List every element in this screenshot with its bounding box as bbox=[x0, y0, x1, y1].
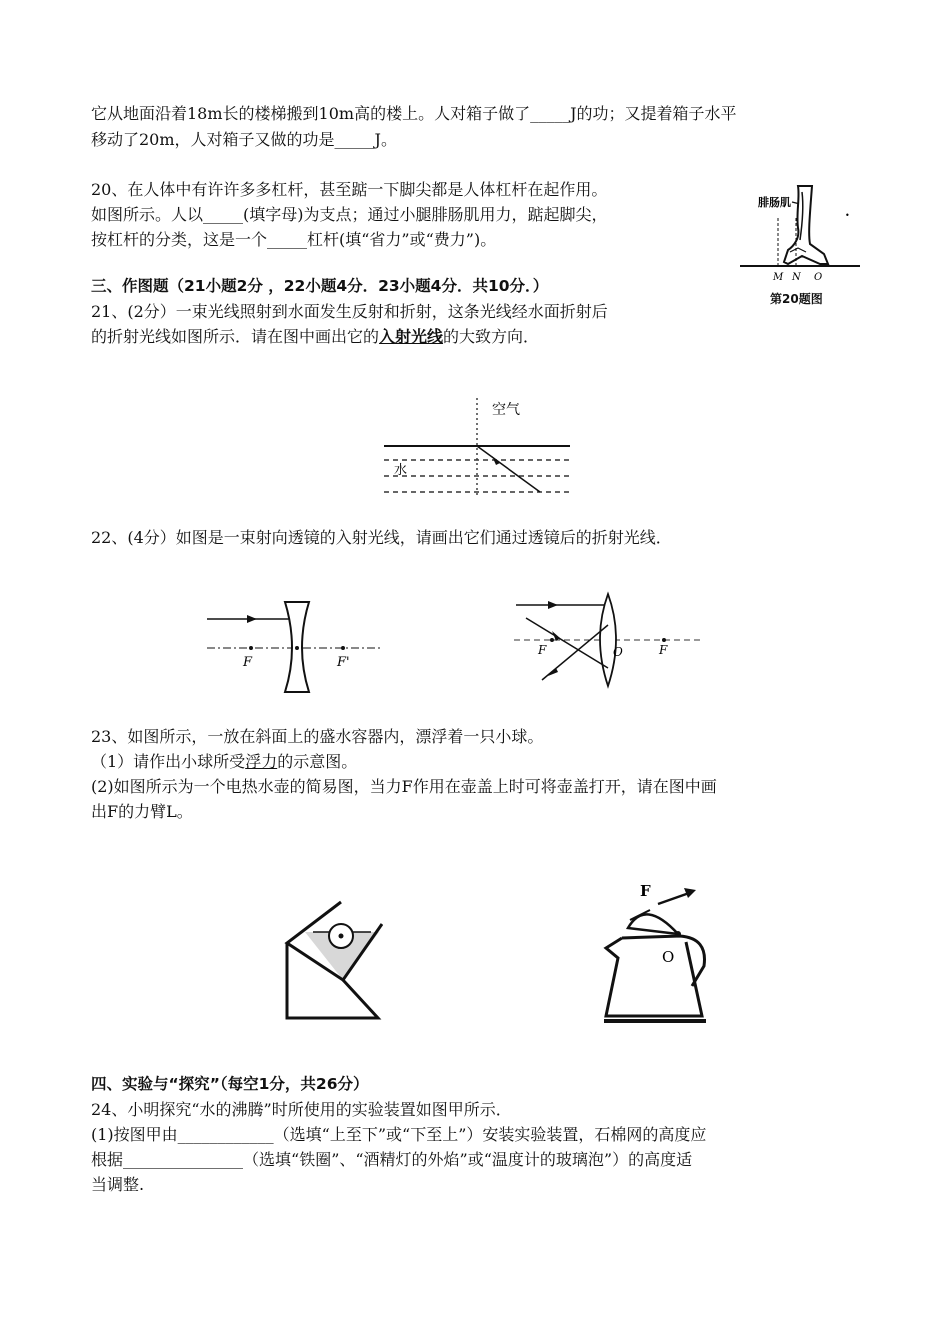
lens1-f-right: F' bbox=[337, 655, 350, 670]
section3-heading: 三、作图题（21小题2分 ，22小题4分．23小题4分．共10分．） bbox=[91, 277, 549, 295]
muscle-label: 腓肠肌 bbox=[758, 196, 791, 209]
q19-line1: 它从地面沿着18m长的楼梯搬到10m高的楼上。人对箱子做了_____J的功；又提着箱子水平 bbox=[91, 104, 737, 123]
foot-lever-figure bbox=[740, 178, 860, 290]
refraction-figure bbox=[380, 398, 575, 498]
q21-line2: 的折射光线如图所示．请在图中画出它的入射光线的大致方向． bbox=[91, 327, 540, 346]
kettle-pivot-label: O bbox=[662, 948, 675, 966]
point-m: M bbox=[773, 272, 784, 283]
convex-lens-figure bbox=[512, 590, 707, 690]
lens2-f-left: F bbox=[538, 643, 547, 657]
lens2-f-right: F bbox=[659, 643, 668, 657]
q24-line1: 24、小明探究“水的沸腾”时所使用的实验装置如图甲所示． bbox=[91, 1100, 512, 1119]
kettle-force-label: F bbox=[640, 882, 651, 900]
q23-emphasis: 浮力 bbox=[245, 752, 278, 771]
lens1-f-left: F bbox=[243, 655, 253, 670]
q24-line2: (1)按图甲由____________（选填“上至下”或“下至上”）安装实验装置，石棉网的高度应 bbox=[91, 1125, 707, 1144]
concave-lens-figure bbox=[205, 598, 385, 698]
q20-line1: 20、在人体中有许许多多杠杆，甚至踮一下脚尖都是人体杠杆在起作用。 bbox=[91, 180, 608, 199]
q21-emphasis: 入射光线 bbox=[379, 327, 444, 346]
q22-line1: 22、(4分）如图是一束射向透镜的入射光线，请画出它们通过透镜后的折射光线． bbox=[91, 528, 672, 547]
water-label: 水 bbox=[394, 463, 408, 478]
q20-line3: 按杠杆的分类，这是一个_____杠杆(填“省力”或“费力”)。 bbox=[91, 230, 497, 249]
q20-line2: 如图所示。人以_____(填字母)为支点；通过小腿腓肠肌用力，踮起脚尖， bbox=[91, 205, 608, 224]
q24-blank2: _______________ bbox=[123, 1150, 244, 1169]
air-label: 空气 bbox=[492, 402, 520, 418]
q23-line3: (2)如图所示为一个电热水壶的简易图，当力F作用在壶盖上时可将壶盖打开，请在图中画 bbox=[91, 777, 717, 796]
q23-line2: （1）请作出小球所受浮力的示意图。 bbox=[91, 752, 358, 771]
q23-line1: 23、如图所示，一放在斜面上的盛水容器内，漂浮着一只小球。 bbox=[91, 727, 544, 746]
q21-line1: 21、(2分）一束光线照射到水面发生反射和折射，这条光线经水面折射后 bbox=[91, 302, 608, 321]
q23-line4: 出F的力臂L。 bbox=[91, 802, 193, 821]
q19-line2: 移动了20m，人对箱子又做的功是_____J。 bbox=[91, 130, 397, 149]
q24-blank1: ____________ bbox=[177, 1125, 274, 1144]
section4-heading: 四、实验与“探究”（每空1分，共26分） bbox=[91, 1075, 369, 1093]
kettle-figure bbox=[600, 876, 715, 1026]
incline-container-figure bbox=[283, 898, 383, 1023]
q24-line3: 根据_______________（选填“铁圈”、“酒精灯的外焰”或“温度计的玻璃泡”）的高度适 bbox=[91, 1150, 693, 1169]
point-n: N bbox=[792, 272, 801, 283]
figure20-caption: 第20题图 bbox=[770, 292, 823, 306]
lens2-o: O bbox=[613, 645, 623, 659]
q24-line4: 当调整. bbox=[91, 1175, 145, 1194]
point-o: O bbox=[814, 272, 823, 283]
svg-text:•: • bbox=[845, 211, 850, 220]
